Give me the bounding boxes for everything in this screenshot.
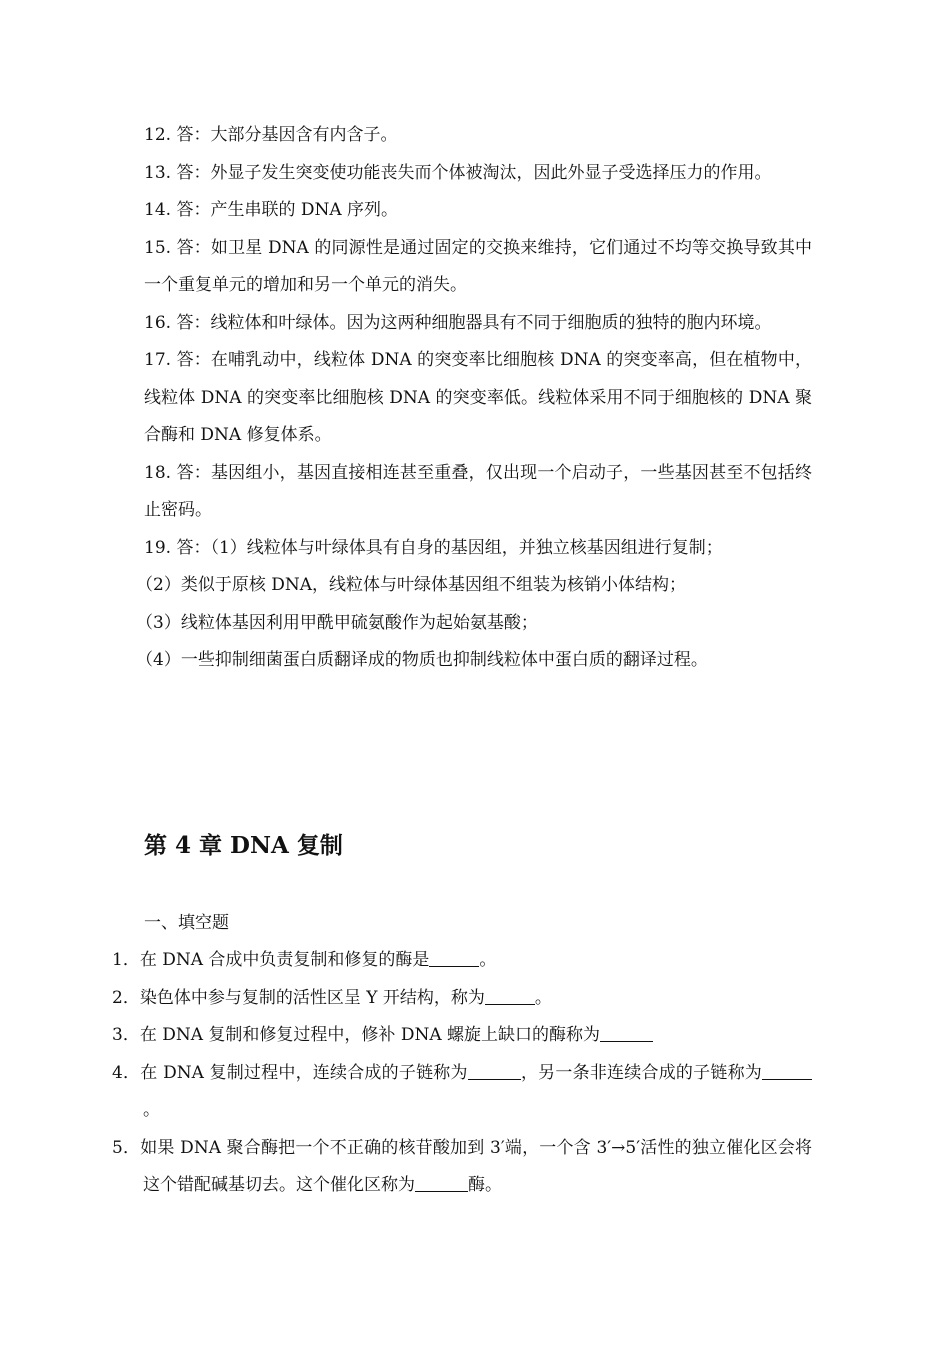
question-text: 染色体中参与复制的活性区呈 Y 开结构，称为 (139, 987, 485, 1008)
answer-blank (485, 987, 535, 1005)
question-text-end: 。 (479, 950, 497, 970)
answer-blank (762, 1062, 812, 1080)
question-number: 1． (112, 950, 140, 970)
answer-14: 14. 答：产生串联的 DNA 序列。 (144, 200, 399, 220)
answer-19: 19. 答：（1）线粒体与叶绿体具有自身的基因组，并独立核基因组进行复制； (144, 537, 723, 558)
question-number: 5． (112, 1137, 141, 1158)
answer-blank (429, 949, 479, 967)
answers-section (136, 117, 812, 680)
question-number: 4． (112, 1062, 141, 1083)
question-text-end: 。 (534, 987, 552, 1008)
question-number: 2． (112, 987, 140, 1008)
question-4 (112, 1055, 812, 1130)
question-text: 如果 DNA 聚合酶把一个不正确的核苷酸加到 3′端，一个含 3′→5′活性的独立催化区会将这个错配碱基切去。这个催化区称为 (140, 1137, 812, 1195)
question-3 (112, 1017, 812, 1055)
section-heading: 一、填空题 (144, 913, 229, 933)
question-text: 在 DNA 复制过程中，连续合成的子链称为 (140, 1062, 468, 1083)
question-2 (112, 980, 812, 1018)
answer-13: 13. 答：外显子发生突变使功能丧失而个体被淘汰，因此外显子受选择压力的作用。 (144, 162, 772, 183)
answer-15: 15. 答：如卫星 DNA 的同源性是通过固定的交换来维持，它们通过不均等交换导致其中一个重复单元的增加和另一个单元的消失。 (144, 237, 812, 295)
question-text-middle: ，另一条非连续合成的子链称为 (520, 1062, 762, 1083)
answer-blank (468, 1062, 521, 1080)
answer-blank (415, 1174, 468, 1192)
answer-19-part-2: （2）类似于原核 DNA，线粒体与叶绿体基因组不组装为核销小体结构； (136, 575, 687, 595)
question-1 (112, 942, 812, 980)
questions-list (112, 942, 812, 1205)
answer-12: 12. 答：大部分基因含有内含子。 (144, 125, 398, 145)
chapter-title: 第 4 章 DNA 复制 (144, 832, 343, 859)
question-5 (112, 1130, 812, 1205)
answer-19-part-4: （4）一些抑制细菌蛋白质翻译成的物质也抑制线粒体中蛋白质的翻译过程。 (136, 650, 708, 670)
answer-16: 16. 答：线粒体和叶绿体。因为这两种细胞器具有不同于细胞质的独特的胞内环境。 (144, 312, 772, 333)
answer-19-part-3: （3）线粒体基因利用甲酰甲硫氨酸作为起始氨基酸； (136, 612, 538, 633)
question-text: 在 DNA 合成中负责复制和修复的酶是 (139, 950, 430, 970)
answer-18: 18. 答：基因组小，基因直接相连甚至重叠，仅出现一个启动子，一些基因甚至不包括终止密码。 (144, 462, 812, 520)
question-text-end: 。 (143, 1100, 160, 1120)
question-text: 在 DNA 复制和修复过程中，修补 DNA 螺旋上缺口的酶称为 (139, 1025, 601, 1045)
question-number: 3． (112, 1025, 140, 1045)
answer-17: 17. 答：在哺乳动中，线粒体 DNA 的突变率比细胞核 DNA 的突变率高，但在植物中，线粒体 DNA 的突变率比细胞核 DNA 的突变率低。线粒体采用不同于细胞核的 DNA 聚合酶和 DNA 修复体系。 (144, 350, 812, 445)
answer-blank (600, 1024, 653, 1042)
question-text-end: 酶。 (468, 1175, 502, 1195)
